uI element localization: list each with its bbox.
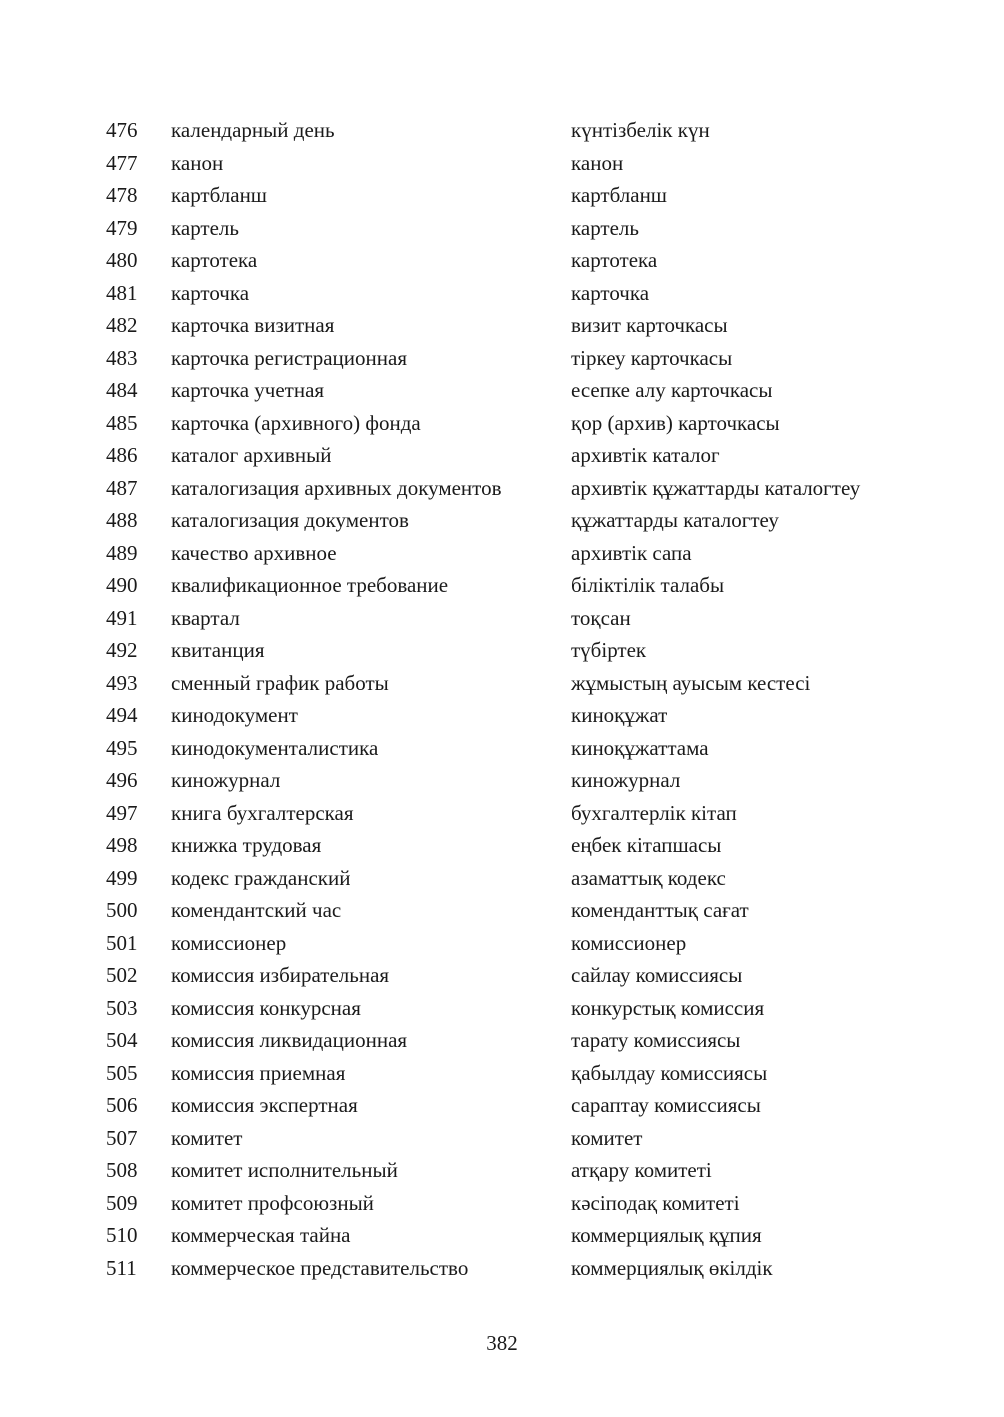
entry-number: 497	[106, 800, 138, 825]
kazakh-term: киножурнал	[571, 768, 681, 792]
entry-number: 495	[106, 735, 138, 760]
kazakh-term: конкурстық комиссия	[571, 995, 765, 1020]
glossary-row	[106, 377, 926, 410]
kazakh-term: архивтік құжаттарды каталогтеу	[571, 475, 861, 500]
kazakh-term: біліктілік талабы	[571, 573, 725, 597]
russian-term: комиссия избирательная	[171, 963, 390, 987]
kazakh-term: жұмыстың ауысым кестесі	[571, 670, 811, 695]
entry-number: 485	[106, 410, 138, 435]
kazakh-term: бухгалтерлік кітап	[571, 800, 737, 825]
glossary-row	[106, 475, 926, 508]
glossary-row	[106, 1060, 926, 1093]
entry-number: 488	[106, 508, 138, 532]
russian-term: каталог архивный	[171, 443, 332, 467]
russian-term: качество архивное	[171, 540, 337, 565]
glossary-row	[106, 280, 926, 313]
russian-term: киножурнал	[171, 768, 281, 792]
entry-number: 484	[106, 378, 138, 402]
entry-number: 509	[106, 1190, 138, 1215]
glossary-row	[106, 897, 926, 930]
entry-number: 505	[106, 1060, 138, 1085]
kazakh-term: киноқұжаттама	[571, 735, 709, 760]
russian-term: канон	[171, 150, 224, 175]
kazakh-term: тіркеу карточкасы	[571, 345, 733, 370]
kazakh-term: атқару комитеті	[571, 1158, 712, 1182]
russian-term: кодекс гражданский	[171, 865, 351, 890]
entry-number: 486	[106, 443, 138, 467]
russian-term: квалификационное требование	[171, 573, 449, 597]
russian-term: карточка учетная	[171, 378, 325, 402]
glossary-row	[106, 1092, 926, 1125]
russian-term: картотека	[171, 248, 258, 272]
glossary-row	[106, 800, 926, 833]
entry-number: 492	[106, 638, 138, 662]
glossary-row	[106, 995, 926, 1028]
kazakh-term: кәсіподақ комитеті	[571, 1190, 740, 1215]
entry-number: 502	[106, 963, 138, 987]
entry-number: 500	[106, 898, 138, 922]
kazakh-term: комитет	[571, 1125, 643, 1150]
russian-term: комиссия экспертная	[171, 1093, 358, 1117]
glossary-row	[106, 1027, 926, 1060]
glossary-row	[106, 247, 926, 280]
glossary-row	[106, 865, 926, 898]
russian-term: картель	[171, 215, 239, 240]
entry-number: 494	[106, 703, 138, 727]
entry-number: 499	[106, 865, 138, 890]
glossary-row	[106, 1222, 926, 1255]
kazakh-term: еңбек кітапшасы	[571, 833, 722, 857]
glossary-row	[106, 767, 926, 800]
russian-term: комитет	[171, 1125, 243, 1150]
glossary-row	[106, 215, 926, 248]
russian-term: комиссия конкурсная	[171, 995, 361, 1020]
kazakh-term: кинoқұжат	[571, 703, 668, 727]
kazakh-term: картотека	[571, 248, 658, 272]
russian-term: комендантский час	[171, 898, 342, 922]
russian-term: календарный день	[171, 118, 335, 142]
glossary-row	[106, 702, 926, 735]
entry-number: 481	[106, 280, 138, 305]
entry-number: 482	[106, 313, 138, 337]
entry-number: 503	[106, 995, 138, 1020]
glossary-row	[106, 930, 926, 963]
entry-number: 479	[106, 215, 138, 240]
russian-term: картбланш	[171, 183, 267, 207]
entry-number: 496	[106, 768, 138, 792]
kazakh-term: архивтік сапа	[571, 540, 692, 565]
russian-term: книжка трудовая	[171, 833, 322, 857]
entry-number: 507	[106, 1125, 138, 1150]
glossary-row	[106, 117, 926, 150]
kazakh-term: канон	[571, 150, 624, 175]
glossary-row	[106, 670, 926, 703]
russian-term: комитет исполнительный	[171, 1158, 398, 1182]
entry-number: 508	[106, 1158, 138, 1182]
entry-number: 483	[106, 345, 138, 370]
russian-term: квартал	[171, 605, 240, 630]
kazakh-term: сараптау комиссиясы	[571, 1093, 761, 1117]
entry-number: 506	[106, 1093, 138, 1117]
glossary-row	[106, 1157, 926, 1190]
entry-number: 498	[106, 833, 138, 857]
kazakh-term: коменданттық сағат	[571, 898, 749, 922]
kazakh-term: күнтізбелік күн	[571, 118, 710, 142]
russian-term: комиссионер	[171, 930, 287, 955]
kazakh-term: картель	[571, 215, 639, 240]
kazakh-term: тоқсан	[571, 605, 631, 630]
entry-number: 510	[106, 1223, 138, 1247]
glossary-row	[106, 605, 926, 638]
russian-term: комиссия приемная	[171, 1060, 346, 1085]
entry-number: 477	[106, 150, 138, 175]
entry-number: 491	[106, 605, 138, 630]
kazakh-term: түбіртек	[571, 638, 647, 662]
entry-number: 511	[106, 1255, 137, 1280]
glossary-row	[106, 507, 926, 540]
glossary-row	[106, 410, 926, 443]
kazakh-term: тарату комиссиясы	[571, 1028, 741, 1052]
entry-number: 476	[106, 118, 138, 142]
glossary-row	[106, 962, 926, 995]
entry-number: 493	[106, 670, 138, 695]
glossary-row	[106, 182, 926, 215]
russian-term: квитанция	[171, 638, 265, 662]
glossary-table	[106, 117, 926, 1287]
glossary-row	[106, 735, 926, 768]
glossary-row	[106, 540, 926, 573]
entry-number: 504	[106, 1028, 138, 1052]
russian-term: карточка (архивного) фонда	[171, 410, 421, 435]
entry-number: 487	[106, 475, 138, 500]
russian-term: карточка регистрационная	[171, 345, 407, 370]
glossary-row	[106, 442, 926, 475]
kazakh-term: құжаттарды каталогтеу	[571, 508, 779, 532]
russian-term: каталогизация документов	[171, 508, 409, 532]
kazakh-term: қор (архив) карточкасы	[571, 410, 780, 435]
glossary-row	[106, 637, 926, 670]
kazakh-term: коммерциялық құпия	[571, 1223, 762, 1247]
glossary-row	[106, 1125, 926, 1158]
kazakh-term: азаматтық кодекс	[571, 865, 726, 890]
russian-term: карточка	[171, 280, 250, 305]
russian-term: книга бухгалтерская	[171, 800, 354, 825]
glossary-row	[106, 832, 926, 865]
kazakh-term: комиссионер	[571, 930, 687, 955]
russian-term: кинодокумент	[171, 703, 298, 727]
russian-term: карточка визитная	[171, 313, 335, 337]
russian-term: кинодокументалистика	[171, 735, 379, 760]
kazakh-term: картбланш	[571, 183, 667, 207]
russian-term: коммерческая тайна	[171, 1223, 351, 1247]
entry-number: 490	[106, 573, 138, 597]
russian-term: сменный график работы	[171, 670, 389, 695]
kazakh-term: сайлау комиссиясы	[571, 963, 743, 987]
russian-term: комитет профсоюзный	[171, 1190, 374, 1215]
entry-number: 489	[106, 540, 138, 565]
kazakh-term: карточка	[571, 280, 650, 305]
glossary-row	[106, 345, 926, 378]
glossary-row	[106, 572, 926, 605]
glossary-row	[106, 1190, 926, 1223]
glossary-row	[106, 312, 926, 345]
glossary-row	[106, 1255, 926, 1288]
page-number: 382	[486, 1331, 518, 1355]
entry-number: 480	[106, 248, 138, 272]
kazakh-term: архивтік каталог	[571, 443, 720, 467]
entry-number: 501	[106, 930, 138, 955]
kazakh-term: есепке алу карточкасы	[571, 378, 773, 402]
kazakh-term: визит карточкасы	[571, 313, 728, 337]
entry-number: 478	[106, 183, 138, 207]
russian-term: комиссия ликвидационная	[171, 1028, 408, 1052]
russian-term: коммерческое представительство	[171, 1255, 469, 1280]
kazakh-term: қабылдау комиссиясы	[571, 1060, 768, 1085]
kazakh-term: коммерциялық өкілдік	[571, 1255, 773, 1280]
russian-term: каталогизация архивных документов	[171, 475, 502, 500]
glossary-row	[106, 150, 926, 183]
